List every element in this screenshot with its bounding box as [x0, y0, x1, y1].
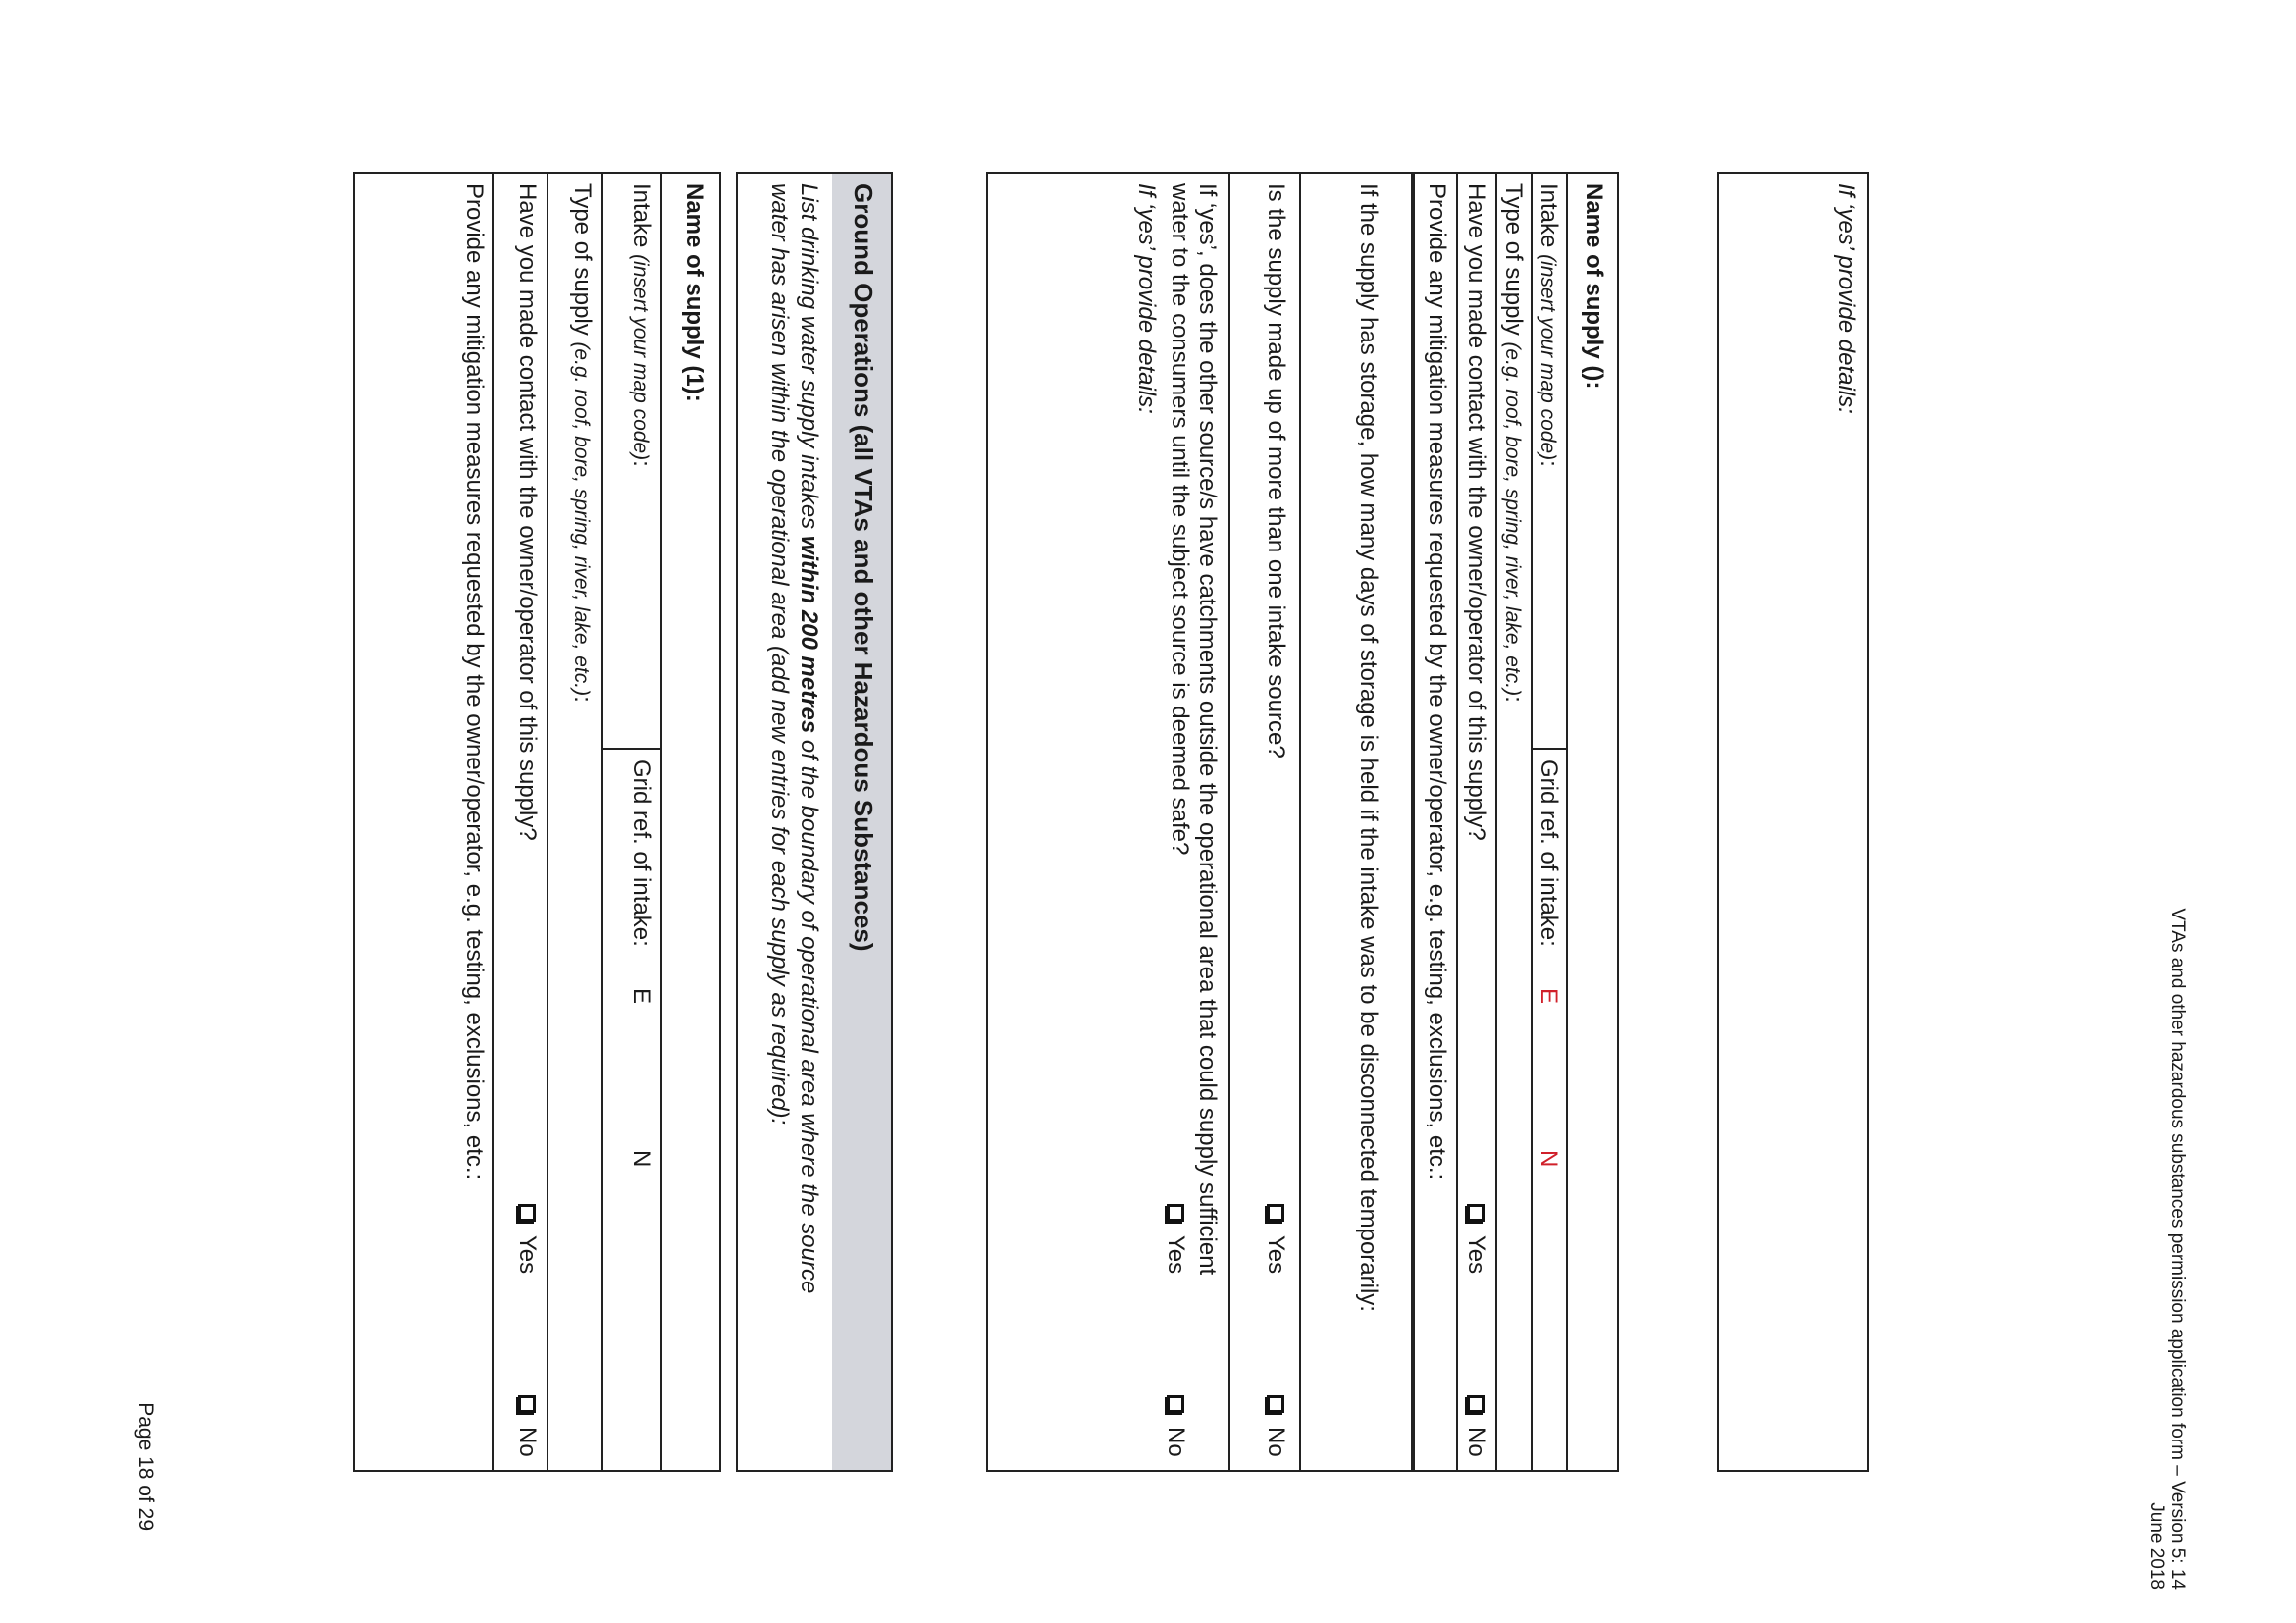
catchment-question-line1: If ‘yes’, does the other source/s have catchments outside the operational area that could supply sufficient	[1194, 183, 1221, 1276]
mitigation-1-label: Provide any mitigation measures requested by the owner/operator, e.g. testing, exclusions, etc.:	[461, 183, 488, 1180]
type-1-label: Type of supply (e.g. roof, bore, spring, river, lake, etc.):	[569, 183, 596, 703]
contact-1-no-checkbox[interactable]: No	[513, 1395, 541, 1457]
details-label: If ‘yes’ provide details:	[1833, 183, 1859, 414]
mitigation-label: Provide any mitigation measures requested by the owner/operator, e.g. testing, exclusions, etc.:	[1424, 183, 1450, 1180]
mitigation-row	[1413, 174, 1458, 1470]
mitigation-1-row	[353, 174, 494, 1470]
contact-row	[1458, 174, 1497, 1470]
multiple-source-row	[1230, 174, 1301, 1470]
grid-1-n: N	[628, 1150, 654, 1168]
grid-e: E	[1536, 988, 1562, 1005]
ground-operations-intro-line1: List drinking water supply intakes within 200 metres of the boundary of operational area where the source	[796, 183, 822, 1294]
checkbox-square-icon	[1267, 1204, 1284, 1222]
page-number: Page 18 of 29	[134, 1402, 157, 1531]
intake-label: Intake (insert your map code):	[1536, 183, 1562, 467]
type-1-row	[548, 174, 603, 1470]
intake-1-label: Intake (insert your map code):	[628, 183, 654, 467]
intake-1-divider	[603, 748, 660, 750]
contact-1-yes-checkbox[interactable]: Yes	[513, 1204, 541, 1274]
grid-ref-label: Grid ref. of intake:	[1536, 759, 1562, 947]
supply-1-name-label: Name of supply (1):	[681, 183, 707, 402]
intake-divider	[1533, 748, 1566, 750]
contact-1-row	[494, 174, 548, 1470]
storage-table	[986, 172, 1413, 1472]
ground-operations-heading: Ground Operations (all VTAs and other Hazardous Substances)	[849, 183, 878, 952]
intake-1-row	[603, 174, 662, 1470]
grid-ref-1-label: Grid ref. of intake:	[628, 759, 654, 947]
checkbox-square-icon	[1167, 1395, 1184, 1413]
supply-name-label: Name of supply ():	[1581, 183, 1607, 390]
checkbox-square-icon	[1167, 1204, 1184, 1222]
catchment-row	[1132, 174, 1230, 1470]
ground-operations-intro-line2: water has arisen within the operational area (add new entries for each supply as required):	[766, 183, 793, 1126]
checkbox-square-icon	[1467, 1204, 1485, 1222]
supply-table-b	[1413, 172, 1619, 1472]
ground-operations-heading-bar	[832, 174, 891, 1470]
grid-n: N	[1536, 1150, 1562, 1168]
supply-table-e	[353, 172, 721, 1472]
multiple-source-question: Is the supply made up of more than one intake source?	[1263, 183, 1289, 759]
ground-operations-box	[736, 172, 893, 1472]
checkbox-square-icon	[518, 1395, 536, 1413]
grid-1-e: E	[628, 988, 654, 1005]
type-row	[1497, 174, 1533, 1470]
checkbox-square-icon	[1467, 1395, 1485, 1413]
checkbox-square-icon	[518, 1204, 536, 1222]
header-title: VTAs and other hazardous substances permission application form – Version 5: 14 June 2018	[2146, 908, 2188, 1590]
catchment-question-line2: water to the consumers until the subject source is deemed safe?	[1167, 183, 1193, 856]
contact-yes-checkbox[interactable]: Yes	[1462, 1204, 1489, 1274]
multiple-no-checkbox[interactable]: No	[1262, 1395, 1289, 1457]
contact-1-question: Have you made contact with the owner/operator of this supply?	[514, 183, 541, 841]
storage-question: If the supply has storage, how many days of storage is held if the intake was to be disconnected temporarily:	[1355, 183, 1382, 1312]
intake-row	[1533, 174, 1568, 1470]
type-label: Type of supply (e.g. roof, bore, spring, river, lake, etc.):	[1500, 183, 1527, 703]
multiple-yes-checkbox[interactable]: Yes	[1262, 1204, 1289, 1274]
contact-no-checkbox[interactable]: No	[1462, 1395, 1489, 1457]
checkbox-square-icon	[1267, 1395, 1284, 1413]
catchment-no-checkbox[interactable]: No	[1162, 1395, 1189, 1457]
details-box-top	[1717, 172, 1869, 1472]
contact-question: Have you made contact with the owner/operator of this supply?	[1463, 183, 1489, 841]
catchment-details-label: If ‘yes’ provide details:	[1133, 183, 1160, 414]
catchment-yes-checkbox[interactable]: Yes	[1162, 1204, 1189, 1274]
